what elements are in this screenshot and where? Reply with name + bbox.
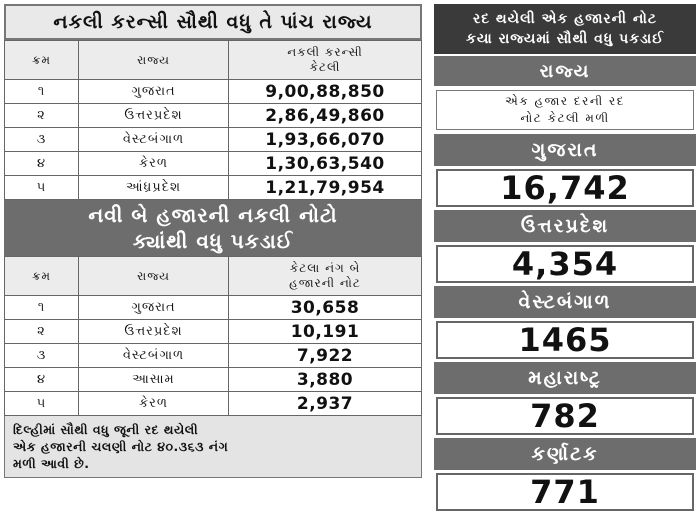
header-amount: નકલી કરન્સી કેટલી (229, 41, 422, 80)
count-cell: 7,922 (229, 344, 422, 368)
amount-cell: 1,21,79,954 (229, 176, 422, 200)
head-line2: કયા રાજ્યમાં સૌથી વધુ પકડાઈ (465, 31, 665, 47)
state-label: કર્ણાટક (434, 438, 696, 470)
table-row (5, 104, 422, 128)
serial-cell: ૫ (5, 392, 79, 416)
header-state: રાજ્ય (79, 257, 229, 296)
count-cell: 30,658 (229, 296, 422, 320)
state-cell: આસામ (79, 368, 229, 392)
fake-currency-title: નકલી કરન્સી સૌથી વધુ તે પાંચ રાજ્ય (4, 4, 422, 40)
header-count: કેટલા નંગ બે હજારની નોટ (229, 257, 422, 296)
desc-line1: એક હજાર દરની રદ (505, 94, 625, 108)
table-row (5, 128, 422, 152)
state-cell: ગુજરાત (79, 80, 229, 104)
count-cell: 2,937 (229, 392, 422, 416)
serial-cell: ૧ (5, 80, 79, 104)
state-cell: વેસ્ટબંગાળ (79, 128, 229, 152)
state-value: 4,354 (436, 245, 694, 283)
fake-currency-table (4, 40, 422, 200)
state-label: મહારાષ્ટ્ર (434, 362, 696, 394)
title2-line2: ક્યાંથી વધુ પકડાઈ (132, 229, 294, 253)
title2-line1: નવી બે હજારની નકલી નોટો (88, 203, 338, 227)
count-cell: 3,880 (229, 368, 422, 392)
table-row (5, 320, 422, 344)
state-cell: આંધ્રપ્રદેશ (79, 176, 229, 200)
note-line1: દિલ્હીમાં સૌથી વધુ જૂની રદ થયેલી (13, 422, 199, 437)
delhi-note (4, 416, 422, 478)
table-header (5, 257, 422, 296)
state-cell: વેસ્ટબંગાળ (79, 344, 229, 368)
state-cell: ગુજરાત (79, 296, 229, 320)
table-row (5, 152, 422, 176)
right-panel (434, 4, 696, 511)
header-state: રાજ્ય (79, 41, 229, 80)
state-heading: રાજ્ય (434, 56, 696, 86)
serial-cell: ૨ (5, 320, 79, 344)
table-row (5, 344, 422, 368)
serial-cell: ૨ (5, 104, 79, 128)
table-row (5, 176, 422, 200)
serial-cell: ૪ (5, 368, 79, 392)
new-notes-table (4, 256, 422, 416)
state-label: ગુજરાત (434, 134, 696, 166)
left-panel (4, 4, 422, 496)
count-cell: 10,191 (229, 320, 422, 344)
desc-line2: નોટ કેટલી મળી (520, 111, 610, 125)
state-value: 16,742 (436, 169, 694, 207)
amount-cell: 2,86,49,860 (229, 104, 422, 128)
amount-cell: 9,00,88,850 (229, 80, 422, 104)
header-serial: ક્રમ (5, 41, 79, 80)
serial-cell: ૩ (5, 128, 79, 152)
serial-cell: ૫ (5, 176, 79, 200)
amount-cell: 1,30,63,540 (229, 152, 422, 176)
serial-cell: ૧ (5, 296, 79, 320)
serial-cell: ૪ (5, 152, 79, 176)
state-cell: ઉત્તરપ્રદેશ (79, 104, 229, 128)
head-line1: રદ થયેલી એક હજારની નોટ (472, 11, 657, 27)
amount-cell: 1,93,66,070 (229, 128, 422, 152)
cancelled-notes-title (434, 4, 696, 54)
table-row (5, 392, 422, 416)
state-value: 1465 (436, 321, 694, 359)
state-value: 782 (436, 397, 694, 435)
header-serial: ક્રમ (5, 257, 79, 296)
note-line3: મળી આવી છે. (13, 456, 90, 471)
serial-cell: ૩ (5, 344, 79, 368)
state-cell: ઉત્તરપ્રદેશ (79, 320, 229, 344)
count-description (436, 90, 694, 130)
state-label: ઉત્તરપ્રદેશ (434, 210, 696, 242)
table-row (5, 368, 422, 392)
state-label: વેસ્ટબંગાળ (434, 286, 696, 318)
state-cell: કેરળ (79, 152, 229, 176)
state-value: 771 (436, 473, 694, 511)
note-line2: એક હજારની ચલણી નોટ ૪૦.૩૬૩ નંગ (13, 439, 229, 454)
table-header (5, 41, 422, 80)
table-row (5, 80, 422, 104)
new-2000-notes-title (4, 200, 422, 256)
table-row (5, 296, 422, 320)
state-cell: કેરળ (79, 392, 229, 416)
